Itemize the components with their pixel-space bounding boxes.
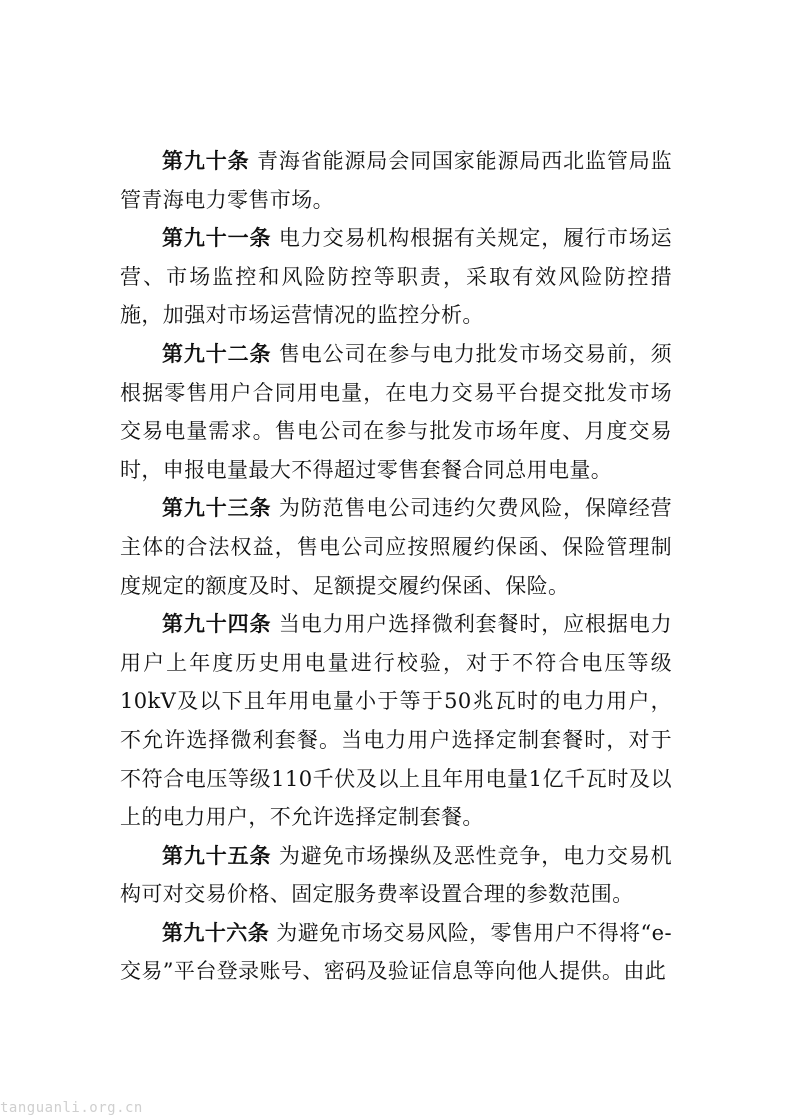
article-90	[120, 142, 672, 219]
article-93	[120, 489, 672, 605]
article-text: 电力交易机构根据有关规定，履行市场运营、市场监控和风险防控等职责，采取有效风险防控措施，加强对市场运营情况的监控分析。	[120, 226, 673, 328]
watermark: tanguanli.org.cn	[0, 1100, 143, 1116]
article-title: 第九十三条	[162, 496, 272, 521]
article-title: 第九十六条	[162, 920, 270, 945]
document-page	[120, 142, 672, 991]
article-text: 售电公司在参与电力批发市场交易前，须根据零售用户合同用电量，在电力交易平台提交批发市场交易电量需求。售电公司在参与批发市场年度、月度交易时，申报电量最大不得超过零售套餐合同总用电量。	[120, 341, 673, 482]
article-94	[120, 605, 672, 837]
article-text: 青海省能源局会同国家能源局西北监管局监管青海电力零售市场。	[120, 149, 672, 212]
article-text: 为避免市场操纵及恶性竞争，电力交易机构可对交易价格、固定服务费率设置合理的参数范围。	[120, 843, 673, 907]
article-title: 第九十一条	[162, 226, 272, 251]
article-title: 第九十四条	[162, 612, 272, 637]
article-92	[120, 335, 672, 489]
article-text: 当电力用户选择微利套餐时，应根据电力用户上年度历史用电量进行校验，对于不符合电压等级10kV及以下且年用电量小于等于50兆瓦时的电力用户，不允许选择微利套餐。当电力用户选择定制套餐时，对于不符合电压等级110千伏及以上且年用电量1亿千瓦时及以上的电力用户，不允许选择定制套餐。	[120, 612, 673, 830]
article-96	[120, 914, 672, 991]
article-title: 第九十二条	[162, 341, 272, 366]
article-title: 第九十五条	[162, 843, 272, 868]
article-91	[120, 219, 672, 335]
article-text: 为避免市场交易风险，零售用户不得将“e-交易”平台登录账号、密码及验证信息等向他人提供。由此	[120, 920, 673, 984]
article-title: 第九十条	[162, 149, 250, 173]
article-95	[120, 837, 672, 914]
article-text: 为防范售电公司违约欠费风险，保障经营主体的合法权益，售电公司应按照履约保函、保险管理制度规定的额度及时、足额提交履约保函、保险。	[120, 496, 673, 598]
